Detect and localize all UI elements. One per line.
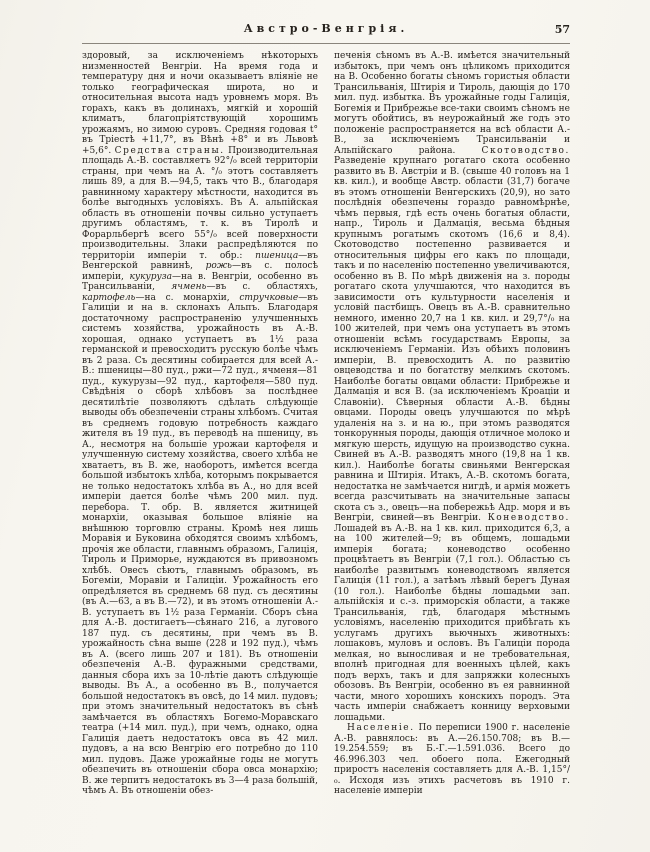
page-title: Австро-Венгрія. [243, 22, 409, 35]
text-column-left [82, 51, 318, 797]
running-header [82, 22, 570, 40]
run-in-heading: Коневодство. [487, 513, 570, 523]
paragraph [334, 723, 570, 797]
text-segment: —въ с. полосѣ имперіи, [82, 261, 318, 282]
text-segment: —въ Венгерской равнинѣ, [82, 250, 318, 271]
run-in-heading: Населеніе. [347, 723, 415, 733]
paragraph [82, 51, 318, 797]
text-segment: —въ Галиціи и на в. склонахъ Альпъ. Благодаря достаточному распространенію улучшенныхъ системъ хозяйства, урожайность въ А.-В. хорошая, однако уступаетъ въ 1½ раза германской и превосходитъ русскую болѣе чѣмъ въ 2 раза. Съ десятины собирается для всей А.-В.: пшеницы—80 пуд., ржи—72 пуд., ячменя—81 пуд., кукурузы—92 пуд., картофеля—580 пуд. Свѣдѣнія о сборѣ хлѣбовъ за послѣднее десятилѣтіе позволяютъ сдѣлать слѣдующіе выводы объ обезпеченіи страны хлѣбомъ. Считая въ среднемъ годовую потребность каждаго жителя въ 19 пуд., въ переводѣ на пшеницу, въ А., несмотря на большіе урожаи картофеля и улучшенную систему хозяйства, своего хлѣба не хватаетъ, въ В. же, наоборотъ, имѣется всегда большой избытокъ хлѣба, которымъ покрывается не только недостатокъ хлѣба въ А., но для всей имперіи дается болѣе чѣмъ 200 мил. пуд. перебора. Т. обр. В. является житницей монархіи, оказывая большое вліяніе на внѣшнюю торговлю страны. Кромѣ нея лишь Моравія и Буковина обходятся своимъ хлѣбомъ, прочія же области, главнымъ образомъ, Галиція, Тироль и Приморье, нуждаются въ привозномъ хлѣбѣ. Овесъ сѣютъ, главнымъ образомъ, въ Богеміи, Моравіи и Галиціи. Урожайность его опредѣляется въ среднемъ 68 пуд. съ десятины (въ А.—63, а въ В.—72), и въ этомъ отношеніи А.-В. уступаетъ въ 1½ раза Германіи. Сборъ сѣна для А.-В. достигаетъ—сѣянаго 216, а лугового 187 пуд. съ десятины, при чемъ въ В. урожайность сѣна выше (228 и 192 пуд.), чѣмъ въ А. (всего лишь 207 и 181). Въ отношеніи обезпеченія А.-В. фуражными средствами, данныя сбора ихъ за 10-лѣтіе даютъ слѣдующіе выводы. Въ А., а особенно въ В., получается большой недостатокъ въ овсѣ, до 14 мил. пудовъ; при этомъ значительный недостатокъ въ сѣнѣ замѣчается въ областяхъ Богемо-Моравскаго театра (+14 мил. пуд.), при чемъ, однако, одна Галиція даетъ недостатокъ овса въ 42 мил. пудовъ, а на всю Венгрію его потребно до 110 мил. пудовъ. Даже урожайные годы не могутъ обезпечить въ отношеніи сбора овса монархію; В. же терпитъ недостатокъ въ 3—4 раза большій, чѣмъ А. Въ отношеніи обез- [82, 292, 318, 796]
text-segment: Разведеніе крупнаго рогатаго скота особенно развито въ В. Австріи и В. (свыше 40 головъ на 1 кв. кил.), и вообще Австр. области (31,7) богаче въ этомъ отношеніи Венгерскихъ (20,9), но зато послѣднія обезпечены гораздо равномѣрнѣе, чѣмъ первыя, гдѣ есть очень богатыя области, напр., Тироль и Далмація, весьма бѣдныя крупнымъ рогатымъ скотомъ (16,6 и 8,4). Скотоводство постепенно развивается и относительныя цифры его какъ по площади, такъ и по населенію постепенно увеличиваются, особенно въ В. По мѣрѣ движенія на з. породы рогатаго скота улучшаются, что находится въ зависимости отъ культурности населенія и условій пастбищъ. Овецъ въ А.-В. сравнительно немного, именно 20,7 на 1 кв. кил. и 29,7°/₀ на 100 жителей, при чемъ она уступаетъ въ этомъ отношеніи всѣмъ государствамъ Европы, за исключеніемъ Германіи. Изъ обѣихъ половинъ имперіи, В. превосходитъ А. по развитію овцеводства и по богатству мелкимъ скотомъ. Наиболѣе богаты овцами области: Прибрежье и Далмація и вся В. (за исключеніемъ Кроаціи и Славоніи). Сѣверныя области А.-В. бѣдны овцами. Породы овецъ улучшаются по мѣрѣ удаленія на з. и на ю., при этомъ разводятся тонкорунныя породы, дающія отличное молоко и мягкую шерсть, идущую на производство сукна. Свиней въ А.-В. разводятъ много (19,8 на 1 кв. кил.). Наиболѣе богаты свиньями Венгерская равнина и Штирія. Итакъ, А.-В. скотомъ богата, недостатка не замѣчается нигдѣ, и армія можетъ всегда разсчитывать на значительные запасы скота съ з., овецъ—на побережьѣ Адр. моря и въ Венгріи, свиней—въ Венгріи. [334, 156, 570, 523]
page-number: 57 [554, 23, 570, 36]
text-segment: —на с. монархіи, [135, 292, 240, 303]
header-rule [82, 43, 570, 44]
text-segment: Производительная площадь А.-В. составляетъ 92°/₀ всей территоріи страны, при чемъ на А. °/₀ этотъ составляетъ лишь 89, а для В.—94,5, такъ что В., благодаря равнинному характеру мѣстности, находится въ болѣе выгодныхъ условіяхъ. Въ А. альпійская область въ отношеніи почвы сильно уступаетъ другимъ областямъ, т. к. въ Тиролѣ и Форарльбергѣ всего 55°/₀ всей поверхности производительны. Злаки распредѣляются по территоріи имперіи т. обр.: [82, 145, 318, 261]
text-segment: рожь [205, 261, 232, 271]
text-segment: картофель [82, 292, 136, 303]
text-segment: печенія сѣномъ въ А.-В. имѣется значительный избытокъ, при чемъ онъ цѣликомъ приходится на В. Особенно богаты сѣномъ гористыя области Трансильванія, Штирія и Тироль, дающія до 170 мил. пуд. избытка. Въ урожайные годы Галиція, Богемія и Прибрежье все-таки своимъ сѣномъ не могутъ обойтись, въ неурожайный же годъ это положеніе распространяется на всѣ области А.-В., за исключеніемъ Трансильваніи и Альпійскаго района. [334, 51, 570, 156]
text-segment: кукуруза [129, 271, 172, 282]
text-segment: По переписи 1900 г. населеніе А.-В. равнялось: въ А.—26.150.708; въ В.—19.254.559; въ Б.-Г.—1.591.036. Всего до 46.996.303 чел. обоего пола. Ежегодный приростъ населенія составляетъ для А.-В. 1,15°/₀. Исходя изъ этихъ расчетовъ въ 1910 г. населеніе имперіи [334, 723, 570, 796]
run-in-heading: Скотоводство. [481, 145, 570, 156]
text-segment: —въ с. областяхъ, [206, 282, 318, 292]
text-segment: Лошадей въ А.-В. на 1 кв. кил. приходится 6,3, а на 100 жителей—9; въ общемъ, лошадьми имперія богата; коневодство особенно процвѣтаетъ въ Венгріи (7,1 гол.). Областью съ наиболѣе развитымъ коневодствомъ является Галиція (11 гол.), а затѣмъ лѣвый берегъ Дуная (10 гол.). Наиболѣе бѣдны лошадьми зап. альпійскія и с.-з. приморскія области, а также Трансильванія, гдѣ, благодаря мѣстнымъ условіямъ, населенію приходится прибѣгать къ услугамъ другихъ вьючныхъ животныхъ: лошаковъ, муловъ и ословъ. Въ Галиціи порода мелкая, но выносливая и не требовательная, вполнѣ пригодная для военныхъ цѣлей, какъ подъ верхъ, такъ и для запряжки колесныхъ обозовъ. Въ Венгріи, особенно въ ея равнинной части, много хорошихъ конскихъ породъ. Эта часть имперіи снабжаетъ конницу верховыми лошадьми. [334, 523, 570, 723]
text-columns [82, 51, 570, 797]
text-segment: ячмень [171, 282, 207, 292]
text-segment: здоровый, за исключеніемъ нѣкоторыхъ низменностей Венгріи. На время года и температуру дня и ночи оказываетъ вліяніе не только географическая широта, но и относительная высота надъ уровнемъ моря. Въ горахъ, какъ въ долинахъ, мягкій и хорошій климатъ, благопріятствующій хорошимъ урожаямъ, но зимою суровъ. Средняя годовая t° въ Тріестѣ +11,7°, въ Вѣнѣ +8° и въ Львовѣ +5,6°. [82, 51, 318, 156]
text-column-right [334, 51, 570, 797]
text-segment: —на в. Венгріи, особенно въ Трансильваніи, [82, 271, 319, 292]
text-segment: пшеница [255, 250, 299, 261]
text-segment: стручковые [239, 292, 299, 303]
paragraph [334, 51, 570, 723]
run-in-heading: Средства страны. [114, 145, 225, 156]
